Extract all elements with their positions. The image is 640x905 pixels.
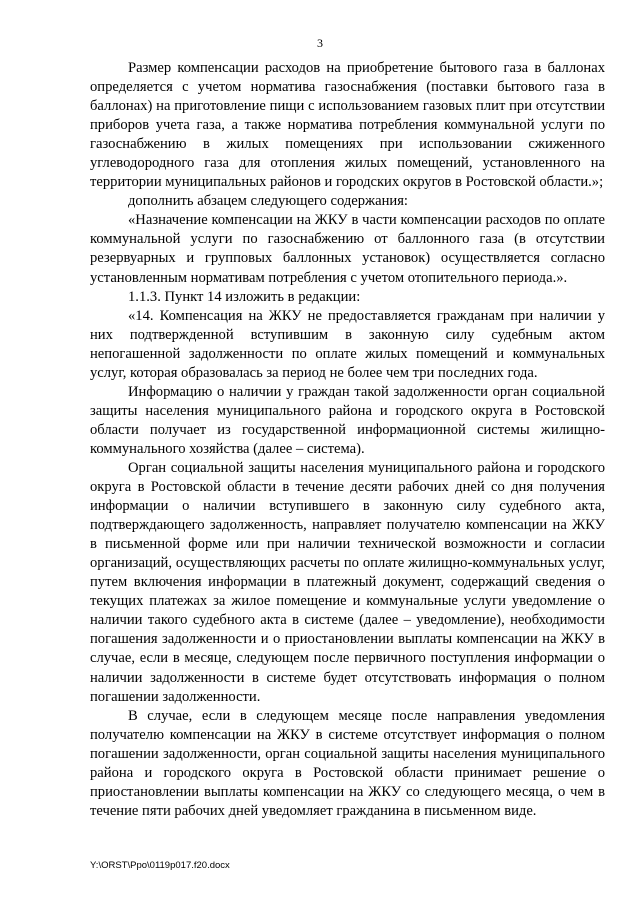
paragraph-notification-procedure: Орган социальной защиты населения муниципального района и городского округа в Ростовской области в течение десяти рабочих дней со дня получения информации о наличии вступившего в законную силу судебного акта, подтверждающего задолженность, направляет получателю компенсации на ЖКУ в письменной форме или при наличии технической возможности и согласии организаций, осуществляющих расчеты по оплате жилищно-коммунальных услуг, путем включения информации в платежный документ, содержащий сведения о текущих платежах за жилое помещение и коммунальные услуги уведомление о наличии такого судебного акта в системе (далее – уведомление), необходимости погашения задолженности и о приостановлении выплаты компенсации на ЖКУ в случае, если в месяце, следующем после первичного поступления информации о наличии задолженности в системе будет отсутствовать информация о полном погашении задолженности. [90,459,605,705]
paragraph-compensation-assignment: «Назначение компенсации на ЖКУ в части компенсации расходов по оплате коммунальной услуги по газоснабжению от баллонного газа (в отсутствии резервуарных и групповых баллонных установок) осуществляется согласно установленным нормативам потребления с учетом отопительного периода.». [90,212,605,286]
paragraph-gas-compensation-size: Размер компенсации расходов на приобретение бытового газа в баллонах определяется с учетом норматива газоснабжения (поставки бытового газа в баллонах) на приготовление пищи с использованием газовых плит при отсутствии приборов учета газа, а также норматива потребления коммунальной услуги по газоснабжению в жилых помещениях при использовании сжиженного углеводородного газа для отопления жилых помещений, установленного на территории муниципальных районов и городских округов в Ростовской области.»; [90,60,605,191]
footer-file-path: Y:\ORST\Ppo\0119p017.f20.docx [90,860,230,871]
paragraph-amendment-intro: дополнить абзацем следующего содержания: [128,193,408,210]
paragraph-suspension-decision: В случае, если в следующем месяце после направления уведомления получателю компенсации на ЖКУ в системе отсутствует информация о полном погашении задолженности, орган социальной защиты населения муниципального района и городского округа в Ростовской области принимает решение о приостановлении выплаты компенсации на ЖКУ со следующего месяца, о чем в течение пяти рабочих дней уведомляет гражданина в письменном виде. [90,707,605,819]
paragraph-debt-information: Информацию о наличии у граждан такой задолженности орган социальной защиты населения муниципального района и городского округа в Ростовской области получает из государственной информационной системы жилищно-коммунального хозяйства (далее – система). [90,383,605,457]
paragraph-clause-14: «14. Компенсация на ЖКУ не предоставляется гражданам при наличии у них подтвержденной вступившим в законную силу судебным актом непогашенной задолженности по оплате жилых помещений и коммунальных услуг, которая образовалась за период не более чем три последних года. [90,307,605,381]
document-body [90,59,605,821]
page-number: 3 [317,36,323,50]
paragraph-clause-1-1-3: 1.1.3. Пункт 14 изложить в редакции: [128,288,361,305]
